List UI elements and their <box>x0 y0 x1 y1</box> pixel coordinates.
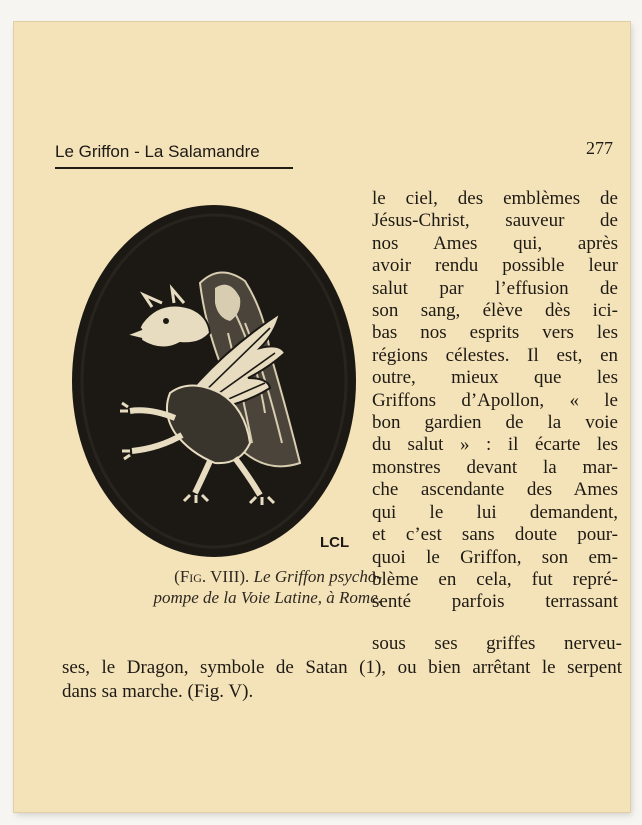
running-title: Le Griffon - La Salamandre <box>55 142 260 161</box>
column-line: le ciel, des emblèmes de <box>372 188 618 209</box>
full-width-text <box>62 632 622 704</box>
column-line: salut par l’effusion de <box>372 277 618 299</box>
figure-caption <box>62 566 382 608</box>
full-line: sous ses griffes nerveu- <box>372 633 622 654</box>
griffin-illustration <box>70 203 360 563</box>
column-line: avoir rendu possible leur <box>372 255 618 277</box>
column-line: bas nos esprits vers les <box>372 322 618 344</box>
column-line: bon gardien de la voie <box>372 412 618 434</box>
column-line: outre, mieux que les <box>372 367 618 389</box>
full-line: dans sa marche. (Fig. V). <box>62 681 254 702</box>
caption-text-1: Le Griffon psycho- <box>253 567 382 586</box>
artist-monogram: LCL <box>320 534 350 551</box>
column-line: Griffons d’Apollon, « le <box>372 389 618 411</box>
column-line: Jésus-Christ, sauveur de <box>372 210 618 232</box>
caption-text-2: pompe de la Voie Latine, à Rome. <box>153 588 382 607</box>
page-number: 277 <box>586 138 613 158</box>
column-line: du salut » : il écarte les <box>372 434 618 456</box>
column-line: nos Ames qui, après <box>372 232 618 254</box>
column-line: et c’est sans doute pour- <box>372 524 618 546</box>
full-line: ses, le Dragon, symbole de Satan (1), ou bien arrêtant le serpent <box>62 657 622 678</box>
text-column <box>372 188 618 614</box>
griffin-engraving <box>70 203 360 563</box>
column-line: che ascendante des Ames <box>372 479 618 501</box>
column-line: quoi le Griffon, son em- <box>372 546 618 568</box>
column-line: monstres devant la mar- <box>372 456 618 478</box>
column-line: qui le lui demandent, <box>372 501 618 523</box>
column-line: régions célestes. Il est, en <box>372 344 618 366</box>
column-line: blème en cela, fut repré- <box>372 568 618 590</box>
column-line: senté parfois terrassant <box>372 591 618 613</box>
header-rule <box>55 167 293 169</box>
caption-label: (Fig. VIII). <box>174 567 250 586</box>
column-line: son sang, élève dès ici- <box>372 300 618 322</box>
